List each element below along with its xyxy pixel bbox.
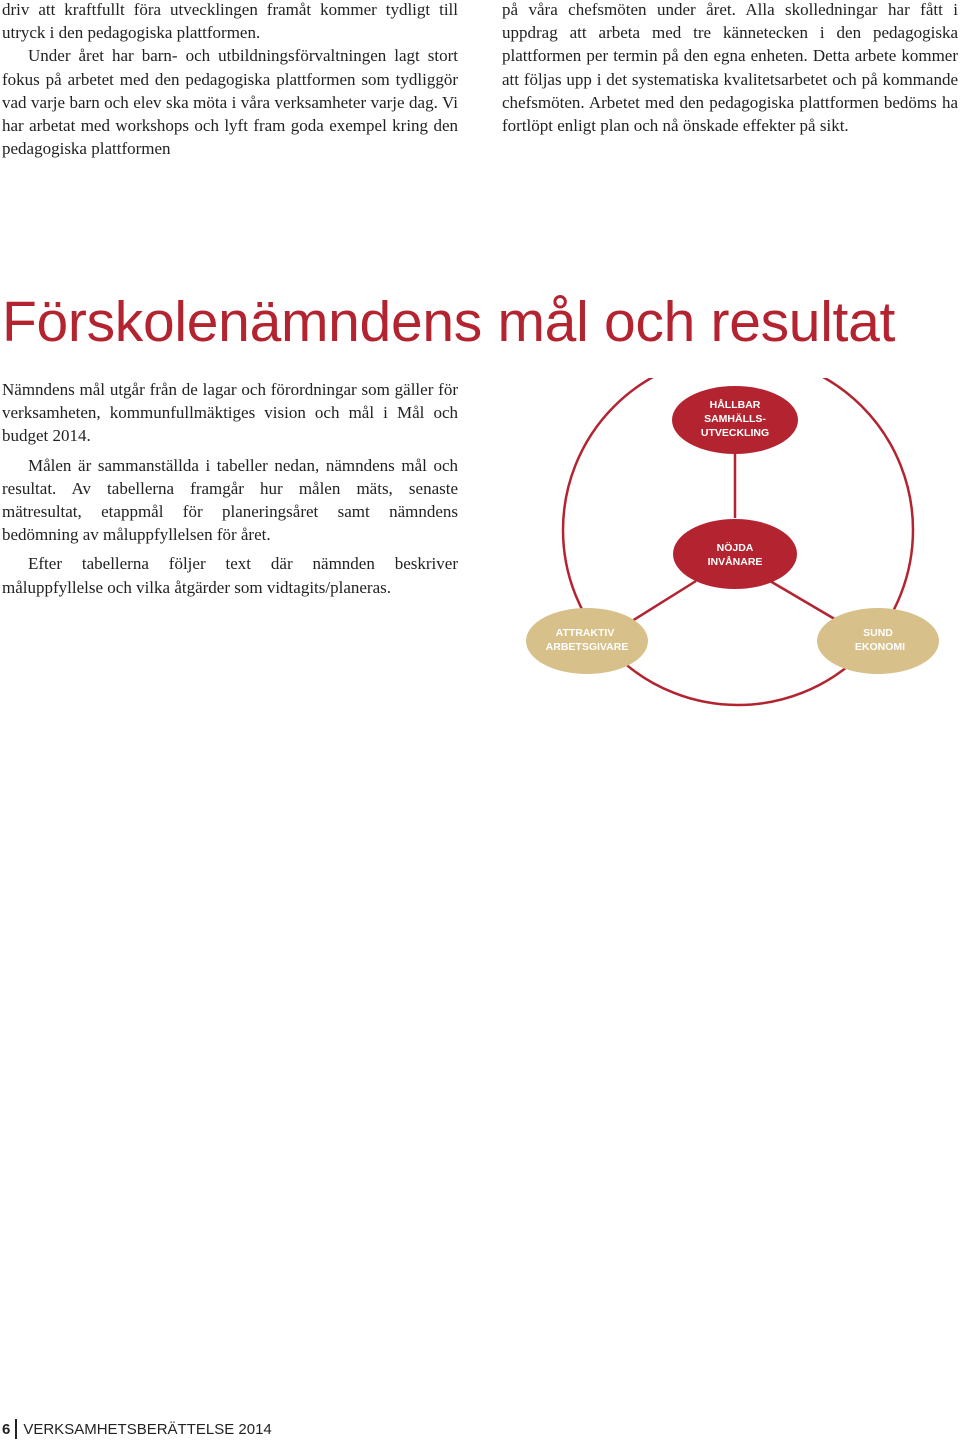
node-label-line: SAMHÄLLS- <box>704 413 766 425</box>
node-shape <box>673 519 797 589</box>
top-left-column <box>2 0 458 160</box>
goals-diagram <box>520 378 960 708</box>
node-sustainable-development <box>672 386 798 454</box>
footer-divider <box>15 1419 17 1439</box>
node-label-line: INVÅNARE <box>707 556 763 568</box>
node-label-line: EKONOMI <box>854 641 906 653</box>
node-label-line: SUND <box>863 627 893 639</box>
node-label-line: HÅLLBAR <box>709 399 761 411</box>
node-label-line: NÖJDA <box>716 542 754 554</box>
paragraph: på våra chefsmöten under året. Alla skolledningar har fått i uppdrag att arbeta med tre kännetecken i den pedagogiska plattformen per termin på den egna enheten. Detta arbete kommer att följas upp i det systematiska kvalitetsarbetet och på kommande chefsmöten. Arbetet med den pedagogiska plattformen bedöms ha fortlöpt enligt plan och nå önskade effekter på sikt. <box>502 0 958 136</box>
publication-title: VERKSAMHETSBERÄTTELSE 2014 <box>23 1420 272 1438</box>
paragraph: Efter tabellerna följer text där nämnden beskriver måluppfyllelse och vilka åtgärder som vidtagits/planeras. <box>2 554 458 597</box>
top-right-column <box>502 0 958 137</box>
node-attractive-employer <box>526 608 648 674</box>
node-sound-economy <box>817 608 939 674</box>
page-number: 6 <box>2 1420 11 1438</box>
section-title: Förskolenämndens mål och resultat <box>2 290 896 354</box>
page-footer <box>2 1418 272 1440</box>
paragraph: Målen är sammanställda i tabeller nedan, nämndens mål och resultat. Av tabellerna framgår hur målen mäts, senaste mätresultat, etappmål för planeringsåret samt nämndens bedömning av måluppfyllelsen för året. <box>2 455 458 545</box>
node-label-line: ATTRAKTIV <box>555 627 615 639</box>
intro-column <box>2 378 458 599</box>
paragraph: driv att kraftfullt föra utvecklingen framåt kommer tydligt till utryck i den pedagogiska plattformen. <box>2 0 458 43</box>
node-satisfied-residents <box>673 519 797 589</box>
node-label-line: UTVECKLING <box>700 427 770 439</box>
node-label-line: ARBETSGIVARE <box>545 641 629 653</box>
paragraph: Nämndens mål utgår från de lagar och förordningar som gäller för verksamheten, kommunfullmäktiges vision och mål i Mål och budget 2014. <box>2 380 458 446</box>
paragraph: Under året har barn- och utbildningsförvaltningen lagt stort fokus på arbetet med den pedagogiska plattformen som tydliggör vad varje barn och elev ska möta i våra verksamheter varje dag. Vi har arbetat med workshops och lyft fram goda exempel kring den pedagogiska plattformen <box>2 46 458 159</box>
